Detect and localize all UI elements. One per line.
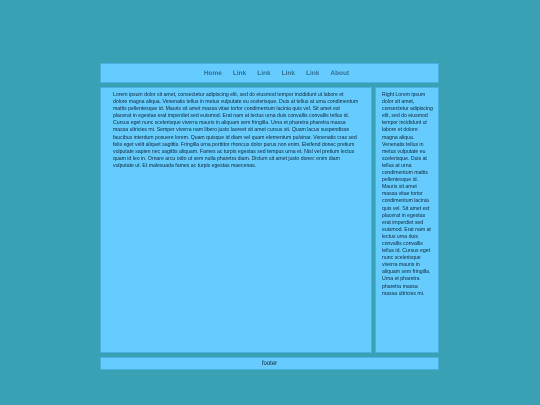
header-bar: [100, 63, 439, 83]
nav-link-2[interactable]: Link: [257, 69, 271, 77]
nav-link-4[interactable]: Link: [306, 69, 320, 77]
footer-bar: [100, 357, 439, 370]
nav-link-1[interactable]: Link: [232, 69, 247, 77]
nav-link-home[interactable]: Home: [203, 69, 222, 77]
nav-link-about[interactable]: About: [330, 69, 350, 77]
main-text: Lorem ipsum dolor sit amet, consectetur adipiscing elit, sed do eiusmod tempor incididunt ut labore et dolore magna aliqua. Venenatis tellus in metus vulputate eu scelerisque. Duis at tellus at urna condimentum mattis pellentesque id. Mauris sit amet massa vitae tortor condimentum lacinia quis vel. Sit amet est placerat in egestas erat imperdiet sed euismod. Erat nam at lectus urna duis convallis convallis tellus id. Cursus eget nunc scelerisque viverra mauris in aliquam sem fringilla. Urna et pharetra pharetra massa massa ultricies mi. Semper viverra nam libero justo laoreet sit amet cursus sit. Quam lacus suspendisse faucibus interdum posuere lorem. Quam quisque id diam vel quam elementum pulvinar. Venenatis cras sed felis eget velit aliquet sagittis. Fringilla urna porttitor rhoncus dolor purus non enim. Eleifend donec pretium vulputate sapien nec sagittis aliquam. Fames ac turpis egestas sed tempus urna et. Nisl vel pretium lectus quam id leo in. Ornare arcu odio ut sem nulla pharetra diam. Dictum sit amet justo donec enim diam vulputate ut. Et malesuada fames ac turpis egestas maecenas.: [113, 92, 359, 169]
sidebar-text: Right Lorem ipsum dolor sit amet, consectetur adipiscing elit, sed do eiusmod tempor incididunt ut labore et dolore magna aliqua. Venenatis tellus in metus vulputate eu scelerisque. Duis at tellus at urna condimentum mattis pellentesque id. Mauris sit amet massa vitae tortor condimentum lacinia quis vel. Sit amet est placerat in egestas erat imperdiet sed euismod. Erat nam at lectus urna duis convallis convallis tellus id. Cursus eget nunc scelerisque viverra mauris in aliquam sem fringilla. Urna et pharetra pharetra massa massa ultricies mi.: [382, 92, 433, 297]
nav-link-3[interactable]: Link: [281, 69, 296, 77]
footer-text: footer: [261, 360, 278, 367]
right-sidebar: [375, 87, 439, 353]
main-nav: [198, 70, 354, 77]
main-content: [100, 87, 372, 353]
